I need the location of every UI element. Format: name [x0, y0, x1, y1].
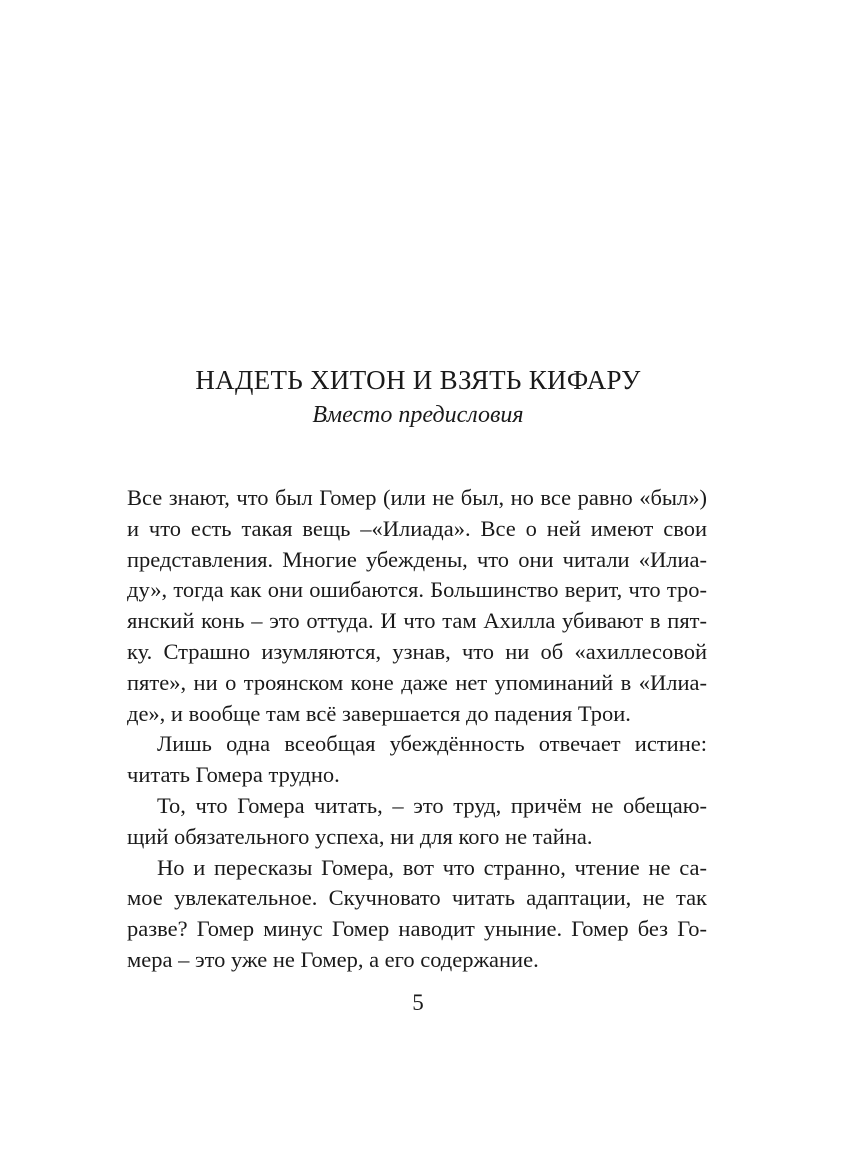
- text-line: То, что Гомера читать, – это труд, причём не обещаю-: [157, 792, 707, 818]
- text-line: пяте», ни о троянском коне даже нет упоминаний в «Илиа-: [127, 669, 707, 695]
- text-line: представления. Многие убеждены, что они читали «Илиа-: [127, 546, 707, 572]
- text-line: Но и пересказы Гомера, вот что странно, чтение не са-: [157, 854, 707, 880]
- text-line: де», и вообще там всё завершается до падения Трои.: [127, 700, 631, 726]
- chapter-title: НАДЕТЬ ХИТОН И ВЗЯТЬ КИФАРУ: [195, 365, 641, 395]
- text-line: янский конь – это оттуда. И что там Ахилла убивают в пят-: [127, 608, 707, 634]
- text-line: и что есть такая вещь –«Илиада». Все о ней имеют свои: [127, 515, 707, 541]
- text-line: ду», тогда как они ошибаются. Большинство верит, что тро-: [127, 577, 707, 603]
- text-line: мера – это уже не Гомер, а его содержание.: [127, 946, 539, 972]
- text-line: ку. Страшно изумляются, узнав, что ни об «ахиллесовой: [127, 638, 707, 664]
- text-line: разве? Гомер минус Гомер наводит уныние. Гомер без Го-: [127, 916, 707, 942]
- page-number: 5: [412, 990, 424, 1015]
- text-line: мое увлекательное. Скучновато читать адаптации, не так: [127, 885, 707, 911]
- body-text: [127, 483, 707, 976]
- text-line: Все знают, что был Гомер (или не был, но все равно «был»): [127, 485, 707, 510]
- text-line: Лишь одна всеобщая убеждённость отвечает истине:: [157, 731, 707, 757]
- chapter-subtitle: Вместо предисловия: [312, 402, 524, 428]
- text-line: читать Гомера трудно.: [127, 762, 340, 788]
- text-line: щий обязательного успеха, ни для кого не тайна.: [127, 823, 593, 849]
